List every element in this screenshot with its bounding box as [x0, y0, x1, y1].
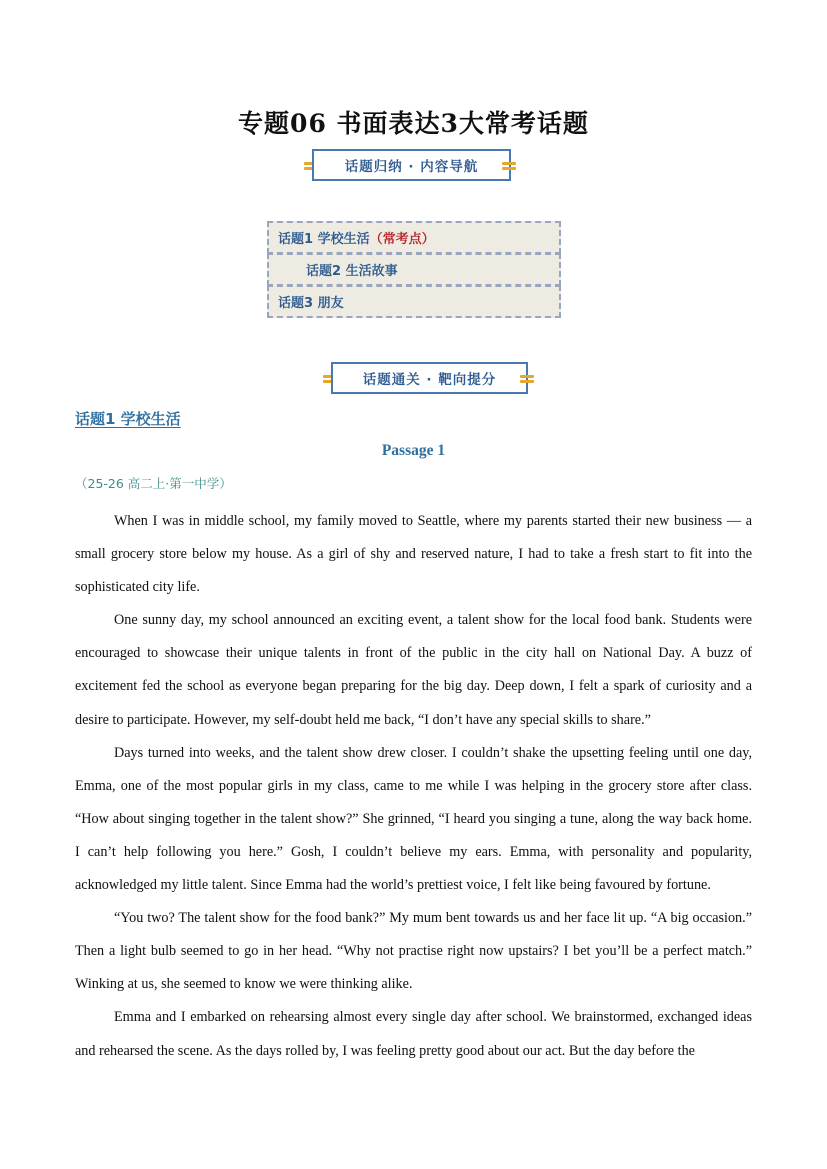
paragraph: “You two? The talent show for the food bank?” My mum bent towards us and her face lit up. “A big occasion.” Then a light bulb seemed to go in her head. “Why not practise right now upstairs? I bet you’ll be a perfect match.” Winking at us, she seemed to know we were thinking alike. [75, 910, 752, 993]
ornament-right-icon [502, 159, 516, 173]
toc-item-label: 话题1 学校生活 [278, 232, 370, 247]
paragraph: Days turned into weeks, and the talent show drew closer. I couldn’t shake the upsetting feeling until one day, Emma, one of the most popular girls in my class, came to me while I was helping in the grocery store after class. “How about singing together in the talent show?” She grinned, “I heard you singing a tune, along the way back home. I can’t help following you here.” Gosh, I couldn’t believe my ears. Emma, with personality and popularity, acknowledged my little talent. Since Emma had the world’s prettiest voice, I felt like being favoured by fortune. [75, 744, 752, 894]
banner-label-box [312, 149, 511, 181]
toc-item-label: 话题3 朋友 [278, 296, 344, 311]
toc-item-3[interactable] [267, 285, 561, 318]
toc-item-label: 话题2 生活故事 [306, 264, 398, 279]
passage-title: Passage 1 [381, 442, 446, 459]
banner-label: 话题归纳 · 内容导航 [344, 159, 479, 175]
toc-item-2[interactable] [267, 253, 561, 286]
topic-navigation [267, 221, 561, 318]
document-title: 专题06 书面表达3大常考话题 [238, 109, 589, 138]
topic-heading: 话题1 学校生活 [75, 410, 181, 428]
frequent-tag: （常考点） [369, 232, 435, 247]
passage-source: （25-26 高二上·第一中学） [75, 476, 232, 491]
ornament-right-icon [520, 372, 534, 386]
passage-body [75, 505, 752, 1068]
paragraph: When I was in middle school, my family moved to Seattle, where my parents started their new business — a small grocery store below my house. As a girl of shy and reserved nature, I had to take a fresh start to fit into the sophisticated city life. [75, 513, 752, 596]
paragraph: One sunny day, my school announced an exciting event, a talent show for the local food bank. Students were encouraged to showcase their unique talents in front of the public in the city hall on National Day. A buzz of excitement fed the school as everyone began preparing for the big day. Deep down, I felt a spark of curiosity and a desire to participate. However, my self-doubt held me back, “I don’t have any special skills to share.” [75, 612, 752, 728]
toc-item-1[interactable] [267, 221, 561, 254]
banner-label-box [331, 362, 528, 394]
banner-label: 话题通关 · 靶向提分 [362, 372, 497, 388]
paragraph: Emma and I embarked on rehearsing almost every single day after school. We brainstormed, exchanged ideas and rehearsed the scene. As the days rolled by, I was feeling pretty good about our act. But the day before the [75, 1009, 752, 1059]
